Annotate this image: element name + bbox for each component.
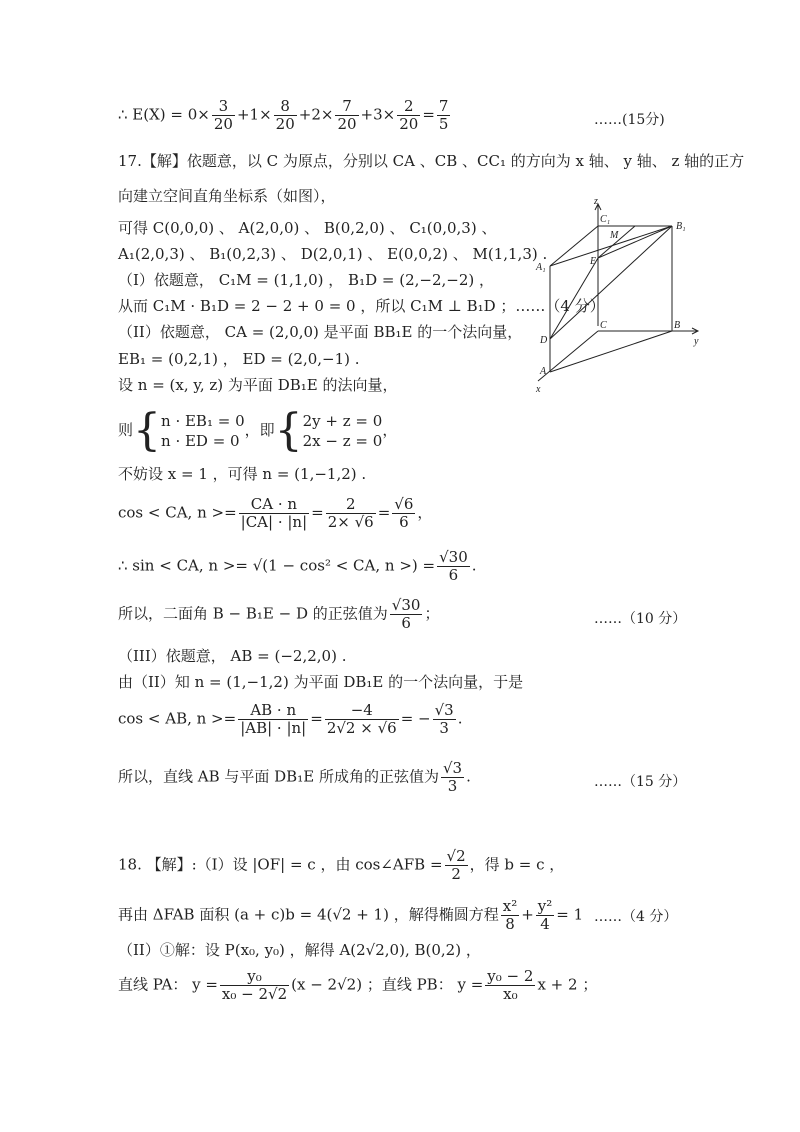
label-C1: C₁ [600, 214, 611, 225]
dihedral-result: 所以，二面角 B − B₁E − D 的正弦值为 $\frac{√30}{6}$ ； [118, 596, 440, 632]
label-M: M [610, 230, 619, 241]
label-D: D [540, 335, 548, 346]
label-y: y [694, 336, 699, 347]
p17-part3-b: 由（II）知 n = (1,−1,2) 为平面 DB₁E 的一个法向量，于是 [118, 673, 524, 691]
expectation-line: ∴ E(X) = 0× $\frac{3}{20}$ +1× $\frac{8}{20}$ +2× $\frac{7}{20}$ +3× $\frac{2}{20}$ = $\frac{7}{5}$ [118, 97, 449, 133]
fraction: $\frac{3}{20}$ [213, 97, 233, 133]
line-angle-result: 所以，直线 AB 与平面 DB₁E 所成角的正弦值为 $\frac{√3}{3}$ . [118, 759, 471, 795]
score-15b: ……（15 分） [594, 774, 687, 790]
cos-ca-n: cos < CA, n >= $\frac{CA \cdot n}{|CA| \cdot |n|}$ = $\frac{2}{2\times √6}$ = $\frac{√6}{6}$ ， [118, 495, 433, 531]
score-4: ……（4 分） [594, 909, 678, 925]
equation-system: 则{ n · EB₁ = 0 n · ED = 0 ，即{ 2y + z = 0 2x − z = 0 ， [118, 405, 398, 456]
label-A1: A₁ [536, 262, 546, 273]
p17-intro-2: 向建立空间直角坐标系（如图）， [118, 187, 336, 205]
p18-ellipse: 再由 ΔFAB 面积 (a + c)b = 4(√2 + 1) ，解得椭圆方程 $\frac{\text{x²}}{8}$ + $\frac{\text{y²}}{4}$ = 1 [118, 897, 584, 933]
label-C: C [600, 320, 607, 331]
p17-let: 不妨设 x = 1 ，可得 n = (1,−1,2) . [118, 465, 367, 483]
score-15a: ……(15分) [594, 112, 665, 128]
prism-figure [530, 196, 720, 396]
p17-coords-1: 可得 C(0,0,0) 、 A(2,0,0) 、 B(0,2,0) 、 C₁(0,0,3) 、 [118, 219, 497, 237]
score-10: ……（10 分） [594, 611, 687, 627]
p18-lines: 直线 PA： y = $\frac{\text{y₀}}{\text{x₀ − 2√2}}$ (x − 2√2) ；直线 PB： y = $\frac{\text{y₀ − 2}}{\text{x₀}}$ x + 2 ； [118, 967, 598, 1003]
p17-part3: （III）依题意， AB = (−2,2,0) . [118, 647, 347, 665]
label-B1: B₁ [676, 221, 686, 232]
p17-part1-conclusion: 从而 C₁M · B₁D = 2 − 2 + 0 = 0 ，所以 C₁M ⊥ B₁D ；……（4 分） [118, 297, 605, 315]
p17-normal: 设 n = (x, y, z) 为平面 DB₁E 的法向量， [118, 376, 398, 394]
p17-part2: （II）依题意， CA = (2,0,0) 是平面 BB₁E 的一个法向量， [118, 323, 523, 341]
p17-coords-2: A₁(2,0,3) 、 B₁(0,2,3) 、 D(2,0,1) 、 E(0,0,2) 、 M(1,1,3) . [118, 245, 548, 263]
expectation-text: ∴ E(X) = 0× [118, 105, 210, 124]
sin-ca-n: ∴ sin < CA, n >= √(1 − cos² < CA, n >) = $\frac{√30}{6}$ . [118, 548, 477, 584]
p18-part2: （II）①解：设 P(x₀, y₀) ，解得 A(2√2,0), B(0,2) ， [118, 941, 481, 959]
label-B: B [674, 320, 681, 331]
p17-vectors: EB₁ = (0,2,1) ， ED = (2,0,−1) . [118, 350, 360, 368]
label-x: x [536, 384, 541, 395]
p18-part1: 18. 【解】:（I）设 |OF| = c ，由 cos∠AFB = $\frac{√2}{2}$ ，得 b = c ， [118, 847, 565, 883]
label-A: A [540, 366, 547, 377]
p17-part1: （I）依题意， C₁M = (1,1,0) ， B₁D = (2,−2,−2) ， [118, 271, 494, 289]
left-brace: { [133, 405, 162, 456]
label-E: E [590, 256, 597, 267]
cos-ab-n: cos < AB, n >= $\frac{AB \cdot n}{|AB| \cdot |n|}$ = $\frac{-4}{2√2 \times √6}$ = − $\frac{√3}{3}$ . [118, 701, 463, 737]
p17-intro: 17.【解】依题意，以 C 为原点，分别以 CA 、CB 、CC₁ 的方向为 x 轴、 y 轴、 z 轴的正方 [118, 152, 745, 170]
label-z: z [594, 196, 598, 207]
